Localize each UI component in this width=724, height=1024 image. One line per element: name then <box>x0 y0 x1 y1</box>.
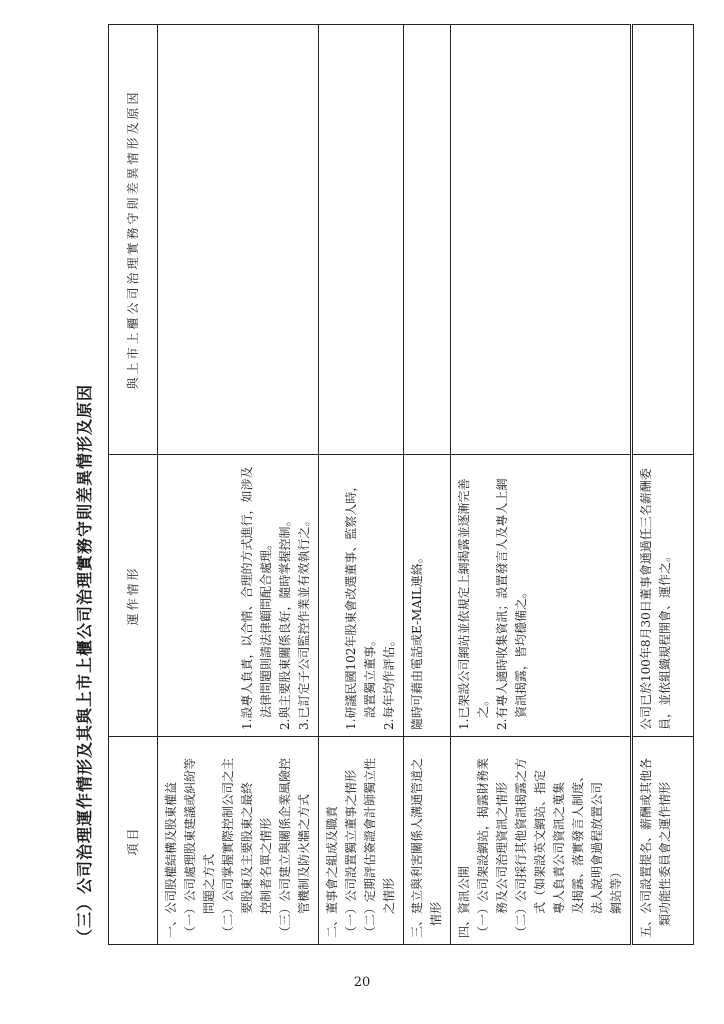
item-line: 控制者名單之情形 <box>259 817 273 938</box>
item-line: （二）公司採行其他資訊揭露之方 <box>514 757 528 938</box>
item-line: 式（如架設英文網站、指定 <box>533 769 547 938</box>
header-difference: 與上市上櫃公司治理實務守則差異情形及原因 <box>109 25 158 455</box>
operation-line: 2.與主要股東關係良好，隨時掌握控制。 <box>278 514 292 730</box>
rotated-page-content <box>70 25 670 945</box>
item-line: 法人說明會過程放置公司 <box>590 781 604 938</box>
item-line: （二）定期評估簽證會計師獨立性 <box>363 757 377 938</box>
item-line: 網站等） <box>609 865 623 938</box>
operation-line: 2.每年均作評估。 <box>382 634 396 730</box>
operation-line: 1.研議民國102年股東會改選董事、監察人時， <box>344 479 358 730</box>
operation-line: 1.設專人負責，以合情、合理的方式進行，如涉及 <box>240 466 254 730</box>
item-line: 專人負責公司資訊之蒐集 <box>552 781 566 938</box>
item-line: 管機制及防火牆之方式 <box>297 793 311 938</box>
item-line: （一）公司設置獨立董事之情形 <box>344 769 358 938</box>
item-line: 務及公司治理資訊之情形 <box>495 781 509 938</box>
operation-line: 隨時可藉由電話或E-MAIL連絡。 <box>410 551 424 730</box>
row-operation-cell <box>451 455 632 737</box>
governance-table <box>108 24 694 945</box>
table-row <box>404 25 451 945</box>
operation-line: 資訊揭露，皆均穩備之。 <box>514 585 528 730</box>
row-difference-cell <box>319 25 404 455</box>
row-operation-cell <box>158 455 319 737</box>
row-item-cell <box>451 737 632 945</box>
row-difference-cell <box>451 25 632 455</box>
item-line: 二、董事會之組成及職責 <box>325 805 339 938</box>
row-item-cell <box>404 737 451 945</box>
row-difference-cell <box>632 25 694 455</box>
row-operation-cell <box>632 455 694 737</box>
operation-line: 之。 <box>476 693 490 730</box>
table-row <box>319 25 404 945</box>
item-line: 四、資訊公開 <box>457 865 471 938</box>
item-line: 及揭露、落實發言人制度、 <box>571 769 585 938</box>
operation-line: 2.有專人適時收集資訊；設置發言人及專人上網 <box>495 478 509 730</box>
table-row <box>451 25 632 945</box>
row-difference-cell <box>404 25 451 455</box>
item-line: 三、建立與利害關係人溝通管道之 <box>410 757 424 938</box>
operation-line: 1.已架設公司網站並依規定上網揭露並逐漸完善 <box>457 478 471 730</box>
table-row <box>632 25 694 945</box>
operation-line: 法律問題則請法律顧問配合處理。 <box>259 537 273 730</box>
item-line: 類功能性委員會之運作情形 <box>658 781 672 938</box>
operation-line: 公司已於100年8月30日董事會通過任三名薪酬委 <box>639 468 653 730</box>
item-line: （一）公司處理股東建議或糾紛等 <box>183 757 197 938</box>
row-operation-cell <box>319 455 404 737</box>
item-line: 情形 <box>429 901 443 938</box>
item-line: 要股東及主要股東之最終 <box>240 781 254 938</box>
row-item-cell <box>319 737 404 945</box>
page-title: （三）公司治理運作情形及其與上市上櫃公司治理實務守則差異情形及原因 <box>75 383 94 945</box>
row-item-cell <box>158 737 319 945</box>
table-header-row <box>109 25 158 945</box>
operation-line: 員，並依組織規程開會、運作之。 <box>658 549 672 730</box>
row-difference-cell <box>158 25 319 455</box>
governance-table-wrapper <box>108 25 670 945</box>
item-line: 一、公司股權結構及股東權益 <box>164 781 178 938</box>
item-line: （三）公司建立與關係企業風險控 <box>278 757 292 938</box>
page-number: 20 <box>353 975 371 990</box>
item-line: （一）公司架設網站，揭露財務業 <box>476 757 490 938</box>
item-line: （二）公司掌握實際控制公司之主 <box>221 757 235 938</box>
row-operation-cell <box>404 455 451 737</box>
header-operation: 運作情形 <box>109 455 158 737</box>
operation-line: 3.已訂定子公司監控作業並有效執行之。 <box>297 514 311 730</box>
table-row <box>158 25 319 945</box>
item-line: 之情形 <box>382 877 396 938</box>
operation-line: 設置獨立董事。 <box>363 633 377 730</box>
item-line: 問題之方式 <box>202 853 216 938</box>
header-item: 項目 <box>109 737 158 945</box>
item-line: 五、公司設置提名、薪酬或其他各 <box>639 757 653 938</box>
row-item-cell <box>632 737 694 945</box>
